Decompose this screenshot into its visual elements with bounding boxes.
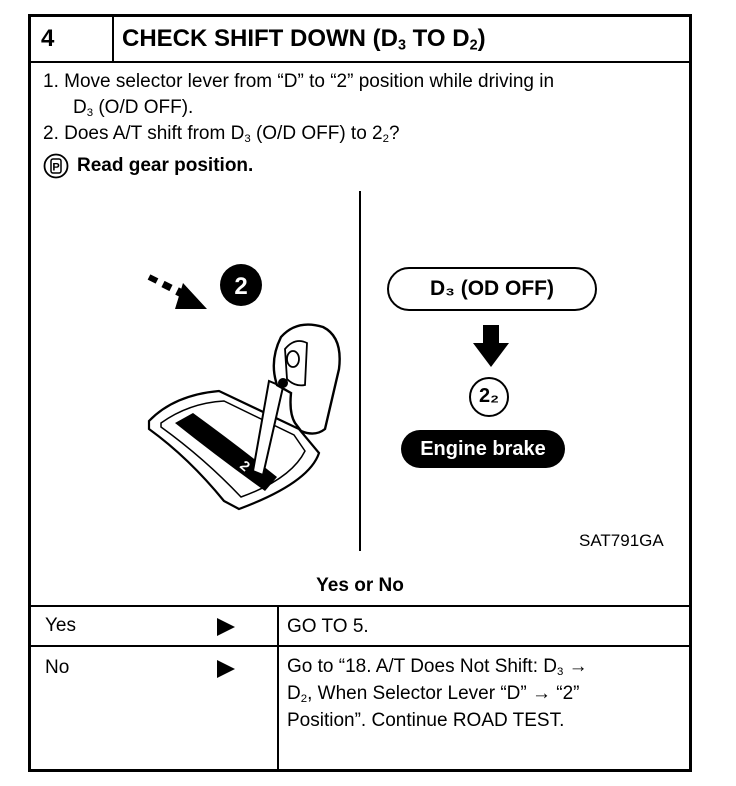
- step-1-line-1: 1. Move selector lever from “D” to “2” position while driving in: [43, 71, 555, 92]
- flow-d3-od-off: D₃ (OD OFF): [387, 267, 597, 311]
- yes-action: GO TO 5.: [287, 616, 369, 637]
- parking-p-icon: [43, 153, 69, 179]
- play-arrow-icon: [217, 660, 235, 678]
- no-option: No: [45, 657, 70, 678]
- header-divider: [112, 17, 114, 61]
- step-2: 2. Does A/T shift from $D_3$ (O/D OFF) to $2_2$?: [43, 123, 400, 145]
- decision-table-divider: [277, 605, 279, 769]
- gate-position-label: 2: [237, 457, 254, 475]
- step-number: 4: [41, 25, 55, 52]
- lever-step-badge-text: 2: [234, 273, 248, 300]
- procedure-box: [28, 14, 692, 772]
- flow-gear-2-2: 2₂: [469, 377, 509, 417]
- svg-text:P: P: [52, 161, 60, 174]
- decision-table-mid-rule: [31, 645, 689, 647]
- read-gear-label: Read gear position.: [77, 155, 254, 176]
- yes-or-no-label: Yes or No: [316, 575, 404, 596]
- yes-option: Yes: [45, 615, 76, 636]
- selector-lever-illustration: [119, 253, 349, 513]
- play-arrow-icon: [217, 618, 235, 636]
- instruction-steps: [43, 69, 554, 147]
- no-action-line-1: Go to “18. A/T Does Not Shift: $D_3$ →: [287, 656, 588, 678]
- step-header: [31, 17, 689, 63]
- figure-code: SAT791GA: [579, 531, 664, 550]
- engine-brake-badge: Engine brake: [401, 430, 565, 468]
- illustration-divider: [359, 191, 361, 551]
- no-action-line-2: $D_2$, When Selector Lever “D” → “2”: [287, 683, 580, 705]
- step-title: CHECK SHIFT DOWN ($D_3$ TO $D_2$): [122, 25, 486, 54]
- arrow-down-icon: [473, 325, 509, 369]
- no-action: [287, 653, 588, 734]
- read-gear-instruction: [43, 153, 253, 179]
- step-1-line-2: $D_3$ (O/D OFF).: [73, 97, 194, 119]
- shift-flow-diagram: [381, 267, 671, 497]
- decision-table-top-rule: [31, 605, 689, 607]
- no-action-line-3: Position”. Continue ROAD TEST.: [287, 710, 565, 731]
- lever-motion-arrow-icon: [149, 277, 207, 309]
